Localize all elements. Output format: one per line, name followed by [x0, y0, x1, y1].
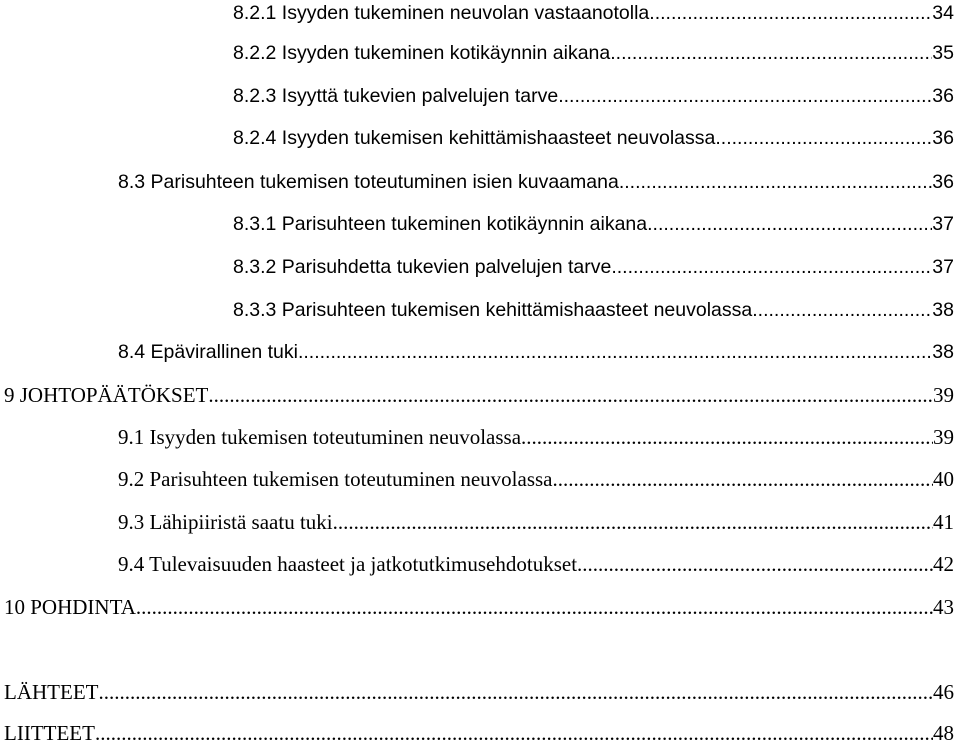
toc-entry-8-3-1[interactable]	[233, 211, 954, 237]
toc-entry-page: 37	[932, 256, 954, 278]
dot-leader	[136, 594, 933, 620]
toc-entry-page: 36	[932, 171, 954, 193]
toc-entry-title: 9.3 Lähipiiristä saatu tuki	[118, 510, 333, 534]
dot-leader	[553, 466, 934, 492]
toc-entry-title: 8.3.3 Parisuhteen tukemisen kehittämishaasteet neuvolassa	[233, 299, 753, 321]
toc-entry-9-2[interactable]	[118, 466, 954, 492]
toc-entry-page: 38	[932, 341, 954, 363]
toc-entry-title: 9.4 Tulevaisuuden haasteet ja jatkotutkimusehdotukset	[118, 552, 578, 576]
toc-entry-lahteet[interactable]	[4, 679, 954, 705]
toc-entry-title: LÄHTEET	[4, 680, 99, 704]
toc-entry-page: 36	[932, 127, 954, 149]
toc-entry-title: 10 POHDINTA	[4, 595, 136, 619]
toc-entry-9[interactable]	[4, 382, 954, 408]
toc-entry-page: 37	[932, 213, 954, 235]
dot-leader	[619, 169, 932, 195]
dot-leader	[298, 339, 932, 365]
toc-entry-8-3-2[interactable]	[233, 254, 954, 280]
toc-entry-9-4[interactable]	[118, 551, 954, 577]
toc-entry-title: 8.4 Epävirallinen tuki	[118, 341, 298, 363]
toc-entry-page: 34	[932, 2, 954, 24]
toc-entry-title: 8.2.1 Isyyden tukeminen neuvolan vastaanotolla	[233, 2, 650, 24]
dot-leader	[98, 679, 933, 705]
toc-entry-liitteet[interactable]	[4, 720, 954, 746]
toc-entry-8-3-3[interactable]	[233, 297, 954, 323]
toc-entry-title: 8.3 Parisuhteen tukemisen toteutuminen isien kuvaamana	[118, 171, 619, 193]
toc-entry-title: LIITTEET	[4, 721, 95, 745]
dot-leader	[611, 254, 932, 280]
toc-entry-title: 8.2.4 Isyyden tukemisen kehittämishaasteet neuvolassa	[233, 127, 716, 149]
toc-entry-page: 39	[933, 383, 954, 407]
toc-entry-8-2-1[interactable]	[233, 0, 954, 26]
toc-entry-title: 9.1 Isyyden tukemisen toteutuminen neuvolassa	[118, 425, 522, 449]
toc-entry-9-1[interactable]	[118, 424, 954, 450]
toc-entry-title: 9 JOHTOPÄÄTÖKSET	[4, 383, 209, 407]
toc-entry-page: 40	[933, 467, 954, 491]
dot-leader	[577, 551, 933, 577]
toc-entry-page: 36	[932, 85, 954, 107]
dot-leader	[558, 83, 932, 109]
toc-entry-page: 35	[932, 42, 954, 64]
toc-entry-8-3[interactable]	[118, 169, 954, 195]
toc-entry-10[interactable]	[4, 594, 954, 620]
dot-leader	[647, 211, 932, 237]
toc-entry-8-4[interactable]	[118, 339, 954, 365]
dot-leader	[610, 40, 932, 66]
dot-leader	[95, 720, 933, 746]
toc-entry-title: 8.2.2 Isyyden tukeminen kotikäynnin aikana	[233, 42, 611, 64]
toc-entry-8-2-4[interactable]	[233, 125, 954, 151]
toc-entry-page: 38	[932, 299, 954, 321]
dot-leader	[333, 509, 933, 535]
toc-entry-title: 8.3.1 Parisuhteen tukeminen kotikäynnin aikana	[233, 213, 648, 235]
toc-entry-page: 39	[933, 425, 954, 449]
dot-leader	[649, 0, 932, 26]
toc-entry-page: 43	[933, 595, 954, 619]
toc-entry-page: 41	[933, 510, 954, 534]
toc-entry-8-2-3[interactable]	[233, 83, 954, 109]
toc-entry-title: 8.2.3 Isyyttä tukevien palvelujen tarve	[233, 85, 559, 107]
toc-entry-page: 42	[933, 552, 954, 576]
toc-entry-9-3[interactable]	[118, 509, 954, 535]
dot-leader	[208, 382, 933, 408]
toc-entry-title: 8.3.2 Parisuhdetta tukevien palvelujen tarve	[233, 256, 612, 278]
dot-leader	[521, 424, 933, 450]
toc-entry-title: 9.2 Parisuhteen tukemisen toteutuminen neuvolassa	[118, 467, 553, 491]
toc-entry-page: 48	[933, 721, 954, 745]
dot-leader	[752, 297, 932, 323]
toc-entry-8-2-2[interactable]	[233, 40, 954, 66]
toc-entry-page: 46	[933, 680, 954, 704]
dot-leader	[715, 125, 932, 151]
